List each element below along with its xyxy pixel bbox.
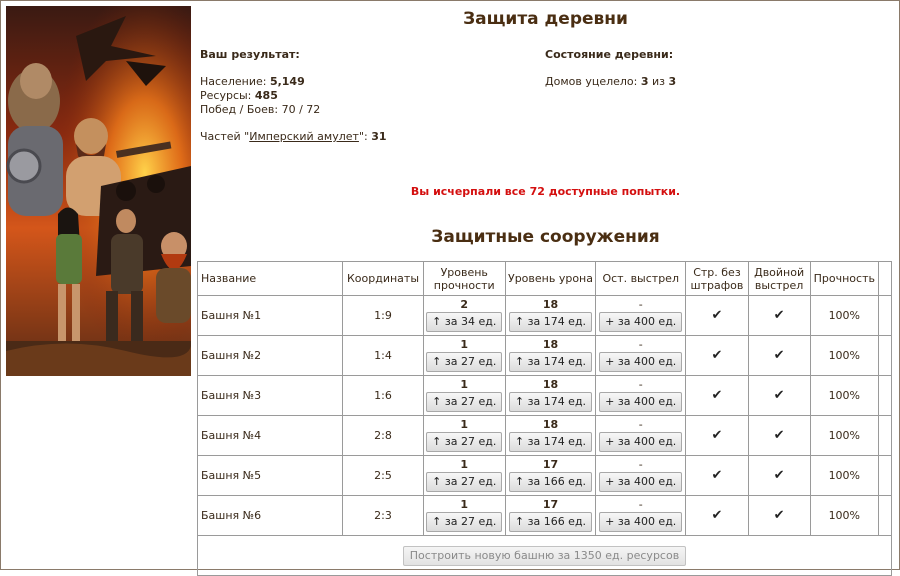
amulet-parts-line: [200, 130, 530, 144]
col-empty-header: [878, 262, 891, 296]
upgrade-damage-button[interactable]: ↑ за 174 ед.: [509, 312, 592, 332]
population-line: [200, 75, 530, 89]
tower-strength: 100%: [810, 416, 878, 456]
imperial-amulet-link[interactable]: Имперский амулет: [249, 130, 359, 143]
damage-level: 17: [542, 497, 559, 511]
table-row: [198, 296, 892, 336]
double-shot-cell: [748, 416, 810, 456]
result-heading: Ваш результат:: [200, 48, 300, 61]
col-double-header: Двойной выстрел: [748, 262, 810, 296]
durability-level: 1: [460, 337, 469, 351]
houses-label: Домов уцелело:: [545, 75, 641, 88]
durability-cell: [423, 456, 505, 496]
nopenalty-cell: [686, 376, 748, 416]
empty-cell: [878, 336, 891, 376]
double-shot-cell: [748, 336, 810, 376]
tower-name: Башня №2: [198, 336, 343, 376]
checkmark-icon: ✔: [773, 468, 785, 483]
heroes-illustration: [6, 6, 191, 376]
damage-cell: [505, 416, 595, 456]
nopenalty-cell: [686, 456, 748, 496]
shot-cell: [596, 336, 686, 376]
damage-cell: [505, 496, 595, 536]
tower-coords: 1:9: [343, 296, 423, 336]
shot-value: -: [638, 457, 643, 471]
houses-line: [545, 75, 875, 89]
col-durability-header: Уровень прочности: [423, 262, 505, 296]
wins-label: Побед / Боев:: [200, 103, 282, 116]
tower-strength: 100%: [810, 376, 878, 416]
checkmark-icon: ✔: [773, 508, 785, 523]
upgrade-durability-button[interactable]: ↑ за 34 ед.: [426, 312, 502, 332]
durability-cell: [423, 496, 505, 536]
resources-label: Ресурсы:: [200, 89, 255, 102]
checkmark-icon: ✔: [773, 428, 785, 443]
upgrade-damage-button[interactable]: ↑ за 166 ед.: [509, 512, 592, 532]
damage-cell: [505, 336, 595, 376]
col-name-header: Название: [198, 262, 343, 296]
tower-coords: 1:6: [343, 376, 423, 416]
damage-level: 18: [542, 377, 559, 391]
buy-shot-button[interactable]: + за 400 ед.: [599, 352, 682, 372]
tower-coords: 2:3: [343, 496, 423, 536]
checkmark-icon: ✔: [711, 508, 723, 523]
defense-title: Защитные сооружения: [431, 227, 660, 247]
damage-level: 18: [542, 417, 559, 431]
upgrade-durability-button[interactable]: ↑ за 27 ед.: [426, 472, 502, 492]
resources-line: [200, 89, 530, 103]
tower-strength: 100%: [810, 336, 878, 376]
empty-cell: [878, 376, 891, 416]
upgrade-damage-button[interactable]: ↑ за 174 ед.: [509, 352, 592, 372]
tower-name: Башня №5: [198, 456, 343, 496]
parts-suffix: ":: [358, 130, 372, 143]
damage-level: 18: [542, 297, 559, 311]
checkmark-icon: ✔: [773, 388, 785, 403]
nopenalty-cell: [686, 416, 748, 456]
double-shot-cell: [748, 496, 810, 536]
resources-value: 485: [254, 89, 278, 102]
buy-shot-button[interactable]: + за 400 ед.: [599, 512, 682, 532]
empty-cell: [878, 496, 891, 536]
upgrade-damage-button[interactable]: ↑ за 166 ед.: [509, 472, 592, 492]
damage-level: 17: [542, 457, 559, 471]
checkmark-icon: ✔: [711, 428, 723, 443]
tower-name: Башня №3: [198, 376, 343, 416]
buy-shot-button[interactable]: + за 400 ед.: [599, 392, 682, 412]
table-header-row: [198, 262, 892, 296]
shot-value: -: [638, 377, 643, 391]
table-row: [198, 376, 892, 416]
tower-strength: 100%: [810, 496, 878, 536]
durability-level: 1: [460, 497, 469, 511]
towers-table: [197, 261, 892, 576]
buy-shot-button[interactable]: + за 400 ед.: [599, 312, 682, 332]
col-shot-header: Ост. выстрел: [596, 262, 686, 296]
attempts-warning: Вы исчерпали все 72 доступные попытки.: [410, 185, 681, 198]
houses-of: из: [648, 75, 669, 88]
table-row: [198, 456, 892, 496]
damage-cell: [505, 296, 595, 336]
parts-value: 31: [371, 130, 387, 143]
empty-cell: [878, 296, 891, 336]
village-panel: [545, 48, 875, 89]
population-label: Население:: [200, 75, 270, 88]
tower-coords: 1:4: [343, 336, 423, 376]
tower-name: Башня №1: [198, 296, 343, 336]
tower-name: Башня №6: [198, 496, 343, 536]
shot-cell: [596, 416, 686, 456]
buy-shot-button[interactable]: + за 400 ед.: [599, 472, 682, 492]
upgrade-durability-button[interactable]: ↑ за 27 ед.: [426, 432, 502, 452]
upgrade-durability-button[interactable]: ↑ за 27 ед.: [426, 352, 502, 372]
durability-cell: [423, 296, 505, 336]
upgrade-damage-button[interactable]: ↑ за 174 ед.: [509, 392, 592, 412]
tower-strength: 100%: [810, 456, 878, 496]
build-tower-button[interactable]: Построить новую башню за 1350 ед. ресурсов: [403, 546, 686, 566]
shot-cell: [596, 296, 686, 336]
durability-cell: [423, 336, 505, 376]
checkmark-icon: ✔: [773, 348, 785, 363]
durability-level: 1: [460, 457, 469, 471]
empty-cell: [878, 456, 891, 496]
damage-cell: [505, 376, 595, 416]
col-nopenalty-header: Стр. без штрафов: [686, 262, 748, 296]
upgrade-damage-button[interactable]: ↑ за 174 ед.: [509, 432, 592, 452]
checkmark-icon: ✔: [773, 308, 785, 323]
col-damage-header: Уровень урона: [505, 262, 595, 296]
population-value: 5,149: [269, 75, 305, 88]
houses-total: 3: [668, 75, 677, 88]
upgrade-durability-button[interactable]: ↑ за 27 ед.: [426, 512, 502, 532]
village-heading: Состояние деревни:: [545, 48, 674, 61]
tower-name: Башня №4: [198, 416, 343, 456]
shot-value: -: [638, 497, 643, 511]
shot-value: -: [638, 417, 643, 431]
checkmark-icon: ✔: [711, 388, 723, 403]
tower-strength: 100%: [810, 296, 878, 336]
table-row: [198, 336, 892, 376]
page-title: Защита деревни: [463, 9, 628, 29]
nopenalty-cell: [686, 496, 748, 536]
result-panel: [200, 48, 530, 144]
table-row: [198, 496, 892, 536]
damage-cell: [505, 456, 595, 496]
checkmark-icon: ✔: [711, 308, 723, 323]
wins-value: 70 / 72: [281, 103, 321, 116]
durability-level: 2: [460, 297, 469, 311]
damage-level: 18: [542, 337, 559, 351]
double-shot-cell: [748, 456, 810, 496]
houses-value: 3: [640, 75, 649, 88]
shot-cell: [596, 376, 686, 416]
tower-coords: 2:5: [343, 456, 423, 496]
empty-cell: [878, 416, 891, 456]
nopenalty-cell: [686, 296, 748, 336]
durability-cell: [423, 376, 505, 416]
durability-level: 1: [460, 377, 469, 391]
durability-level: 1: [460, 417, 469, 431]
col-coords-header: Координаты: [343, 262, 423, 296]
col-strength-header: Прочность: [810, 262, 878, 296]
upgrade-durability-button[interactable]: ↑ за 27 ед.: [426, 392, 502, 412]
table-row: [198, 416, 892, 456]
tower-coords: 2:8: [343, 416, 423, 456]
nopenalty-cell: [686, 336, 748, 376]
shot-cell: [596, 496, 686, 536]
wins-line: [200, 103, 530, 117]
buy-shot-button[interactable]: + за 400 ед.: [599, 432, 682, 452]
shot-value: -: [638, 297, 643, 311]
double-shot-cell: [748, 296, 810, 336]
checkmark-icon: ✔: [711, 348, 723, 363]
shot-value: -: [638, 337, 643, 351]
parts-prefix: Частей ": [200, 130, 250, 143]
shot-cell: [596, 456, 686, 496]
checkmark-icon: ✔: [711, 468, 723, 483]
durability-cell: [423, 416, 505, 456]
double-shot-cell: [748, 376, 810, 416]
